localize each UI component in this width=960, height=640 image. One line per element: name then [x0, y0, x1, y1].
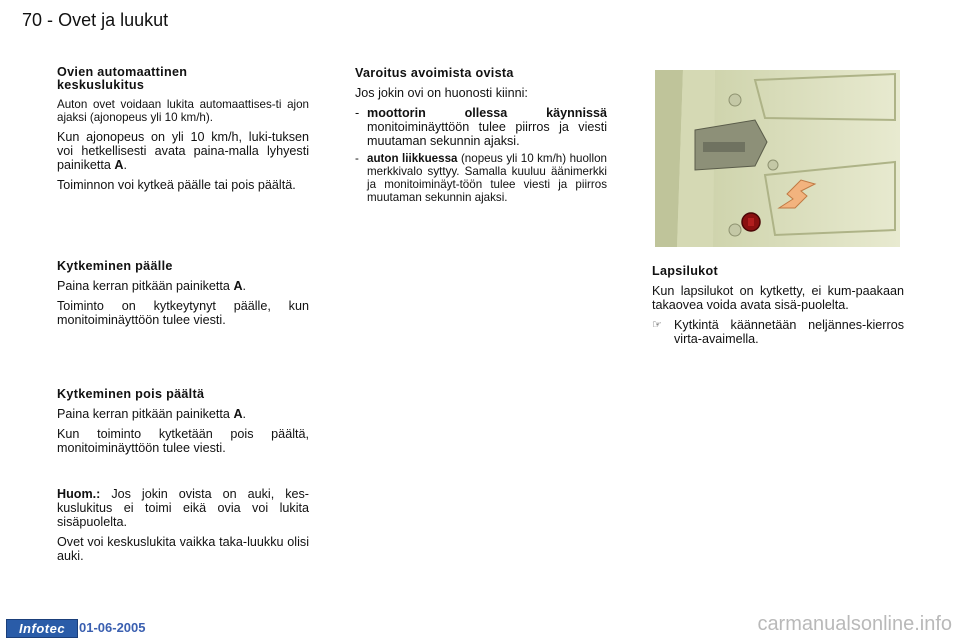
- list-item-text: [367, 106, 607, 148]
- striker-slot: [703, 142, 745, 152]
- keyword: auton liikkuessa: [367, 152, 458, 165]
- punctuation: .: [242, 279, 247, 293]
- infotec-logo: Infotec: [6, 619, 78, 638]
- list-item: [355, 106, 607, 148]
- section-heading: Lapsilukot: [652, 264, 718, 278]
- note-label: Huom.:: [57, 487, 101, 501]
- list-dash: -: [355, 152, 359, 165]
- child-lock-photo: [655, 70, 900, 247]
- door-edge-illustration: [655, 70, 900, 247]
- item-text: monitoiminäyttöön tulee piirros ja viesti muutaman sekunnin ajaksi.: [367, 120, 607, 148]
- heading-line: Ovien automaattinen: [57, 65, 188, 79]
- paragraph: [57, 130, 309, 172]
- button-key-label: A: [114, 158, 124, 172]
- keyword: moottorin ollessa käynnissä: [367, 106, 607, 120]
- section-enable: [57, 259, 309, 333]
- list-dash: -: [355, 106, 360, 120]
- list-item: [355, 152, 607, 204]
- bullet-item: [652, 318, 904, 346]
- button-key-label: A: [233, 279, 243, 293]
- section-heading: Varoitus avoimista ovista: [355, 66, 514, 80]
- paragraph: Toiminto on kytkeytynyt päälle, kun monitoiminäyttöön tulee viesti.: [57, 299, 309, 327]
- page-number: 70: [22, 10, 43, 30]
- section-disable: [57, 387, 309, 461]
- paragraph: Toiminnon voi kytkeä päälle tai pois päältä.: [57, 178, 296, 192]
- bolt-icon: [768, 160, 778, 170]
- section-child-locks: [652, 264, 904, 346]
- paragraph: [57, 279, 309, 293]
- paragraph: Auton ovet voidaan lukita automaattises-ti ajon ajaksi (ajonopeus yli 10 km/h).: [57, 98, 309, 124]
- punctuation: .: [123, 158, 128, 172]
- punctuation: .: [242, 407, 247, 421]
- knob-slot: [748, 218, 754, 226]
- paragraph-text: Paina kerran pitkään painiketta: [57, 407, 234, 421]
- chapter-title: Ovet ja luukut: [58, 10, 169, 30]
- bullet-text: Kytkintä käännetään neljännes-kierros virta-avaimella.: [674, 318, 904, 346]
- bolt-icon: [729, 94, 741, 106]
- paragraph: [57, 487, 309, 529]
- paragraph: Kun lapsilukot on kytketty, ei kum-paakaan takaovea voida avata sisä-puolelta.: [652, 284, 904, 312]
- section-heading: Kytkeminen päälle: [57, 259, 173, 273]
- paragraph: Kun toiminto kytketään pois päältä, monitoiminäyttöön tulee viesti.: [57, 427, 309, 455]
- paragraph: Jos jokin ovi on huonosti kiinni:: [355, 86, 528, 100]
- section-heading: [57, 66, 309, 92]
- bolt-icon: [729, 224, 741, 236]
- header-separator: -: [47, 10, 54, 30]
- section-auto-locking: [57, 66, 309, 198]
- footer-date: 01-06-2005: [79, 620, 146, 635]
- list-item-text: [367, 152, 607, 204]
- section-note: [57, 487, 309, 569]
- section-heading: Kytkeminen pois päältä: [57, 387, 205, 401]
- section-open-door-warning: [355, 66, 607, 208]
- paragraph-text: Paina kerran pitkään painiketta: [57, 279, 234, 293]
- page-header: [22, 10, 168, 31]
- paragraph-text: Kun ajonopeus on yli 10 km/h, luki-tuksen voi hetkellisesti avata paina-malla lyhyesti painiketta: [57, 130, 309, 172]
- watermark: carmanualsonline.info: [757, 613, 952, 635]
- paragraph-text: Jos jokin ovista on auki, kes-kuslukitus ei toimi eikä ovia voi lukita sisäpuolelta.: [57, 487, 309, 529]
- paragraph: Ovet voi keskuslukita vaikka taka-luukku olisi auki.: [57, 535, 309, 563]
- button-key-label: A: [233, 407, 243, 421]
- pointing-hand-icon: ☞: [652, 319, 662, 331]
- heading-line: keskuslukitus: [57, 78, 145, 92]
- paragraph: [57, 407, 309, 421]
- item-text: (nopeus yli 10 km/h) huollon merkkivalo syttyy. Samalla kuuluu äänimerkki ja monitoiminäyt-töön tulee viesti ja piirros muutaman sekunnin ajaksi.: [367, 152, 607, 204]
